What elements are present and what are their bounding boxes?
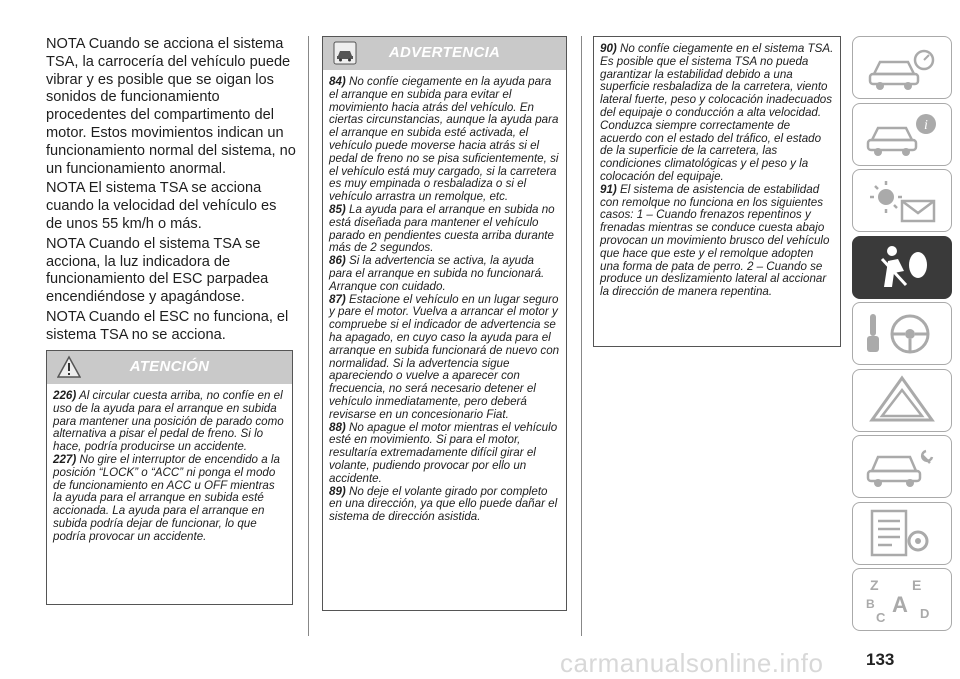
tab-car-info[interactable]	[852, 103, 952, 166]
advertencia-item	[329, 294, 560, 422]
car-maintenance-icon	[862, 441, 942, 493]
technical-data-icon	[862, 507, 942, 559]
item-text: No confíe ciegamente en el sistema TSA. Es posible que el sistema TSA no pueda garantizar la estabilidad debido a una superficie resbaladiza de la carretera, viento lateral fuerte, peso y colocación inadecuados del equipaje o conducción a alta velocidad. Conduzca siempre correctamente de acuerdo con el estado del tráfico, el estado de la superficie de la carretera, las condiciones climatológicas y el peso y la colocación del equipaje.	[600, 42, 834, 183]
continuation-body	[594, 37, 840, 305]
note-paragraph-4: NOTA Cuando el ESC no funciona, el sistema TSA no se acciona.	[46, 308, 289, 343]
item-number: 89)	[329, 484, 346, 498]
item-number: 226)	[53, 389, 77, 402]
column-1	[46, 36, 296, 347]
note-paragraph-2: NOTA El sistema TSA se acciona cuando la velocidad del vehículo es de unos 55 km/h o más.	[46, 180, 277, 232]
svg-text:E: E	[912, 576, 922, 593]
safety-airbag-icon	[862, 241, 942, 293]
item-number: 90)	[600, 42, 617, 55]
atencion-box	[46, 350, 293, 605]
svg-text:C: C	[876, 609, 886, 625]
advertencia-item	[600, 43, 834, 184]
item-text: Estacione el vehículo en un lugar seguro y pare el motor. Vuelva a arrancar el motor y compruebe si el indicador de advertencia se ha apagado, en cuyo caso la ayuda para el arranque en subida funcionará de nuevo con normalidad. Si la advertencia sigue apareciendo o vuelve a aparecer con frecuencia, no será necesario detener el vehículo inmediatamente, pero deberá revisarse en un concesionario Fiat.	[329, 292, 560, 421]
page-number: 133	[866, 650, 895, 669]
atencion-body	[47, 384, 292, 550]
tab-emergency[interactable]	[852, 369, 952, 432]
warning-lights-message-icon	[862, 175, 942, 227]
tab-starting-driving[interactable]	[852, 302, 952, 365]
advertencia-item	[329, 76, 560, 204]
svg-text:Z: Z	[870, 576, 879, 593]
alphabetical-index-icon	[862, 574, 942, 626]
advertencia-header	[323, 37, 566, 70]
tab-warning-lights[interactable]	[852, 169, 952, 232]
tab-safety[interactable]	[852, 236, 952, 299]
item-text: Al circular cuesta arriba, no confíe en el uso de la ayuda para el arranque en subida para mantener una posición de parado como alternativa a pisar el pedal de freno. Si lo hace, podría producirse un accidente.	[53, 389, 284, 454]
item-number: 88)	[329, 420, 346, 434]
atencion-item	[53, 454, 286, 544]
svg-text:B: B	[866, 596, 875, 611]
column-divider	[581, 36, 582, 636]
tab-technical-data[interactable]	[852, 502, 952, 565]
advertencia-continuation-box	[593, 36, 841, 347]
note-paragraph-3: NOTA Cuando el sistema TSA se acciona, la luz indicadora de funcionamiento del ESC parpadea encendiéndose y apagándose.	[46, 235, 269, 306]
column-divider	[308, 36, 309, 636]
item-text: Si la advertencia se activa, la ayuda para el arranque en subida no funcionará. Arranque con cuidado.	[329, 254, 545, 293]
item-number: 87)	[329, 292, 346, 306]
chapter-tabs	[852, 36, 954, 635]
advertencia-title: ADVERTENCIA	[388, 44, 501, 61]
key-steering-wheel-icon	[862, 308, 942, 360]
advertencia-item	[600, 184, 834, 299]
advertencia-body	[323, 70, 566, 530]
item-text: No confíe ciegamente en la ayuda para el arranque en subida para evitar el movimiento hacia atrás del vehículo. En ciertas circunstancias, aunque la ayuda para el arranque en subida esté activada, el vehículo puede moverse hacia atrás si el pedal de freno no se pisa suficientemente, si el vehículo está muy cargado, si la carretera es muy empinada o resbaladiza o si el vehículo arrastra un remolque, etc.	[329, 75, 559, 204]
tab-car-dashboard[interactable]	[852, 36, 952, 99]
item-number: 84)	[329, 75, 346, 88]
advertencia-item	[329, 204, 560, 255]
item-number: 227)	[53, 452, 77, 466]
watermark: carmanualsonline.info	[560, 648, 824, 678]
item-number: 91)	[600, 182, 617, 196]
advertencia-item	[329, 486, 560, 524]
item-text: No apague el motor mientras el vehículo esté en movimiento. Si para el motor, resultaría extremadamente difícil girar el volante, pudiendo provocar por ello un accidente.	[329, 420, 558, 485]
item-text: El sistema de asistencia de estabilidad con remolque no funciona en los siguientes casos: 1 – Cuando frenazos repentinos y frenadas mientras se conduce cuesta abajo provocan un movimiento brusco del vehículo que hace que este y el remolque adopten una forma de pata de perro. 2 – Cuando se produce un deslizamiento lateral al accionar la dirección de manera repentina.	[600, 182, 830, 299]
tab-index[interactable]	[852, 568, 952, 631]
emergency-warning-icon	[862, 374, 942, 426]
item-number: 86)	[329, 254, 346, 268]
svg-text:i: i	[924, 118, 928, 133]
svg-text:D: D	[920, 605, 930, 621]
item-text: La ayuda para el arranque en subida no está diseñada para mantener el vehículo parado en pendientes cuesta arriba durante más de 2 segundos.	[329, 202, 555, 255]
item-text: No gire el interruptor de encendido a la posición “LOCK” o “ACC” ni ponga el modo de funcionamiento en ACC u OFF mientras la ayuda para el arranque en subida esté accionada. La ayuda para el arranque en subida podría dejar de funcionar, lo que podría provocar un accidente.	[53, 452, 280, 543]
advertencia-item	[329, 255, 560, 293]
atencion-header	[47, 351, 292, 384]
svg-text:A: A	[892, 591, 908, 617]
note-paragraph-1: NOTA Cuando se acciona el sistema TSA, la carrocería del vehículo puede vibrar y es posible que se oigan los sonidos de funcionamiento procedentes del compartimento del motor. Estos movimientos indican un funcionamiento normal del sistema, no un funcionamiento anormal.	[46, 36, 296, 177]
advertencia-item	[329, 422, 560, 486]
item-text: No deje el volante girado por completo en una dirección, ya que ello puede dañar el sistema de dirección asistida.	[329, 484, 558, 524]
car-dashboard-icon	[862, 42, 942, 94]
item-number: 85)	[329, 202, 346, 216]
atencion-item	[53, 390, 286, 454]
tab-maintenance[interactable]	[852, 435, 952, 498]
atencion-title: ATENCIÓN	[129, 358, 210, 375]
car-info-icon	[862, 108, 942, 160]
advertencia-box	[322, 36, 567, 611]
